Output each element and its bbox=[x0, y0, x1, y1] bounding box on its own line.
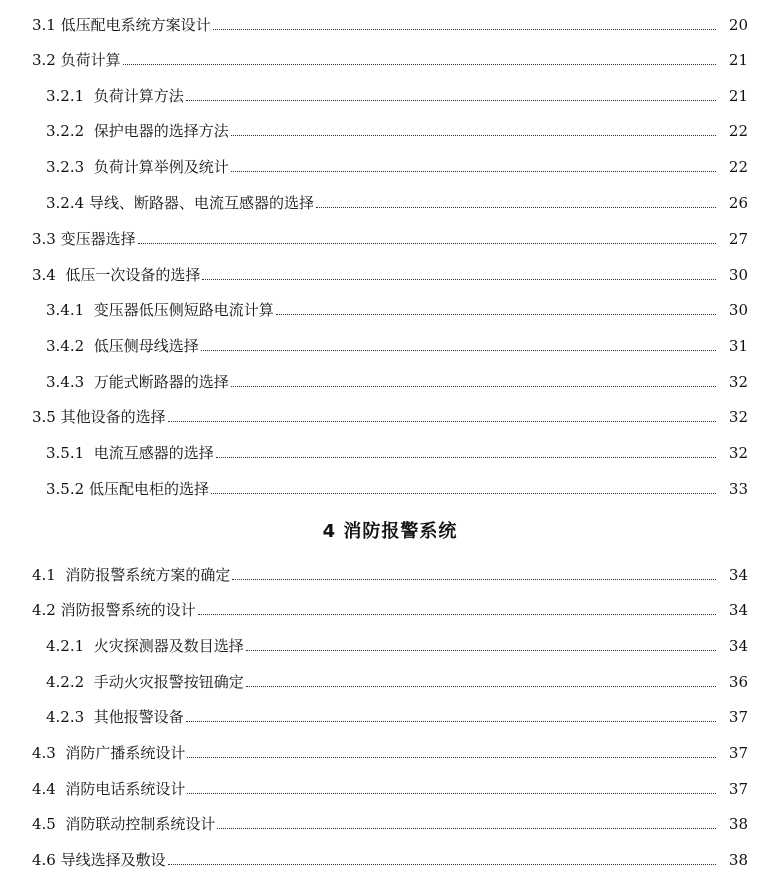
dot-leader bbox=[187, 792, 716, 794]
dot-leader bbox=[168, 863, 716, 865]
toc-entry-title: 消防报警系统方案的确定 bbox=[65, 566, 231, 584]
toc-entry-number: 3.5.2 bbox=[46, 480, 89, 498]
toc-entry-4-2-3[interactable] bbox=[0, 698, 780, 726]
toc-entry-page: 37 bbox=[728, 780, 748, 798]
dot-leader bbox=[186, 720, 716, 722]
toc-entry-4-1[interactable] bbox=[0, 556, 780, 584]
toc-entry-title: 万能式断路器的选择 bbox=[93, 373, 229, 391]
dot-leader bbox=[246, 685, 716, 687]
dot-leader bbox=[231, 170, 716, 172]
toc-entry-3-4-2[interactable] bbox=[0, 327, 780, 355]
toc-entry-page: 22 bbox=[728, 158, 748, 176]
toc-entry-3-2-4[interactable] bbox=[0, 184, 780, 212]
dot-leader bbox=[231, 134, 716, 136]
toc-entry-3-4-3[interactable] bbox=[0, 363, 780, 391]
toc-entry-number: 4.2.1 bbox=[46, 637, 94, 655]
dot-leader bbox=[187, 756, 716, 758]
toc-entry-page: 21 bbox=[728, 87, 748, 105]
toc-entry-number: 3.2 bbox=[32, 51, 61, 69]
toc-entry-number: 3.4 bbox=[32, 266, 66, 284]
toc-entry-number: 3.2.3 bbox=[46, 158, 94, 176]
dot-leader bbox=[246, 649, 716, 651]
dot-leader bbox=[186, 99, 716, 101]
toc-entry-title: 变压器选择 bbox=[60, 230, 136, 248]
toc-entry-4-2-2[interactable] bbox=[0, 663, 780, 691]
toc-entry-page: 21 bbox=[728, 51, 748, 69]
toc-entry-title: 消防电话系统设计 bbox=[65, 780, 186, 798]
toc-entry-number: 3.5 bbox=[32, 408, 61, 426]
toc-entry-page: 32 bbox=[728, 408, 748, 426]
dot-leader bbox=[202, 278, 716, 280]
toc-entry-3-5[interactable] bbox=[0, 398, 780, 426]
toc-entry-page: 37 bbox=[728, 708, 748, 726]
toc-entry-title: 消防联动控制系统设计 bbox=[65, 815, 216, 833]
toc-entry-4-4[interactable] bbox=[0, 770, 780, 798]
toc-entry-page: 36 bbox=[728, 673, 748, 691]
toc-entry-page: 32 bbox=[728, 373, 748, 391]
toc-entry-4-2[interactable] bbox=[0, 591, 780, 619]
chapter-heading: 4 消防报警系统 bbox=[322, 521, 458, 542]
toc-entry-title: 低压配电柜的选择 bbox=[88, 480, 209, 498]
toc-entry-title: 其他报警设备 bbox=[93, 708, 184, 726]
dot-leader bbox=[201, 349, 716, 351]
toc-entry-page: 34 bbox=[728, 566, 748, 584]
toc-entry-number: 3.4.3 bbox=[46, 373, 94, 391]
toc-entry-title: 火灾探测器及数目选择 bbox=[93, 637, 244, 655]
toc-entry-title: 低压一次设备的选择 bbox=[65, 266, 201, 284]
dot-leader bbox=[168, 420, 716, 422]
toc-entry-page: 30 bbox=[728, 266, 748, 284]
dot-leader bbox=[232, 578, 716, 580]
toc-entry-title: 低压配电系统方案设计 bbox=[60, 16, 211, 34]
toc-entry-page: 38 bbox=[728, 851, 748, 869]
toc-entry-number: 4.2 bbox=[32, 601, 61, 619]
toc-entry-page: 31 bbox=[728, 337, 748, 355]
toc-entry-title: 消防报警系统的设计 bbox=[60, 601, 196, 619]
toc-entry-3-3[interactable] bbox=[0, 220, 780, 248]
toc-entry-3-1[interactable] bbox=[0, 6, 780, 34]
toc-entry-4-6[interactable] bbox=[0, 841, 780, 869]
dot-leader bbox=[211, 492, 716, 494]
toc-entry-3-4[interactable] bbox=[0, 256, 780, 284]
toc-entry-4-2-1[interactable] bbox=[0, 627, 780, 655]
toc-entry-4-3[interactable] bbox=[0, 734, 780, 762]
toc-entry-page: 30 bbox=[728, 301, 748, 319]
toc-entry-number: 3.2.1 bbox=[46, 87, 94, 105]
toc-entry-4-5[interactable] bbox=[0, 805, 780, 833]
dot-leader bbox=[231, 385, 716, 387]
toc-entry-number: 4.3 bbox=[32, 744, 66, 762]
dot-leader bbox=[316, 206, 716, 208]
toc-entry-title: 保护电器的选择方法 bbox=[93, 122, 229, 140]
dot-leader bbox=[138, 242, 716, 244]
toc-entry-page: 20 bbox=[728, 16, 748, 34]
toc-entry-number: 4.2.3 bbox=[46, 708, 94, 726]
toc-entry-number: 3.2.4 bbox=[46, 194, 89, 212]
toc-entry-3-4-1[interactable] bbox=[0, 291, 780, 319]
toc-entry-3-2-3[interactable] bbox=[0, 148, 780, 176]
dot-leader bbox=[276, 313, 716, 315]
toc-entry-page: 34 bbox=[728, 601, 748, 619]
toc-entry-3-5-2[interactable] bbox=[0, 470, 780, 498]
toc-entry-number: 3.4.1 bbox=[46, 301, 94, 319]
toc-entry-number: 4.5 bbox=[32, 815, 66, 833]
dot-leader bbox=[123, 63, 716, 65]
toc-entry-3-5-1[interactable] bbox=[0, 434, 780, 462]
toc-entry-title: 导线选择及敷设 bbox=[60, 851, 166, 869]
toc-entry-number: 3.4.2 bbox=[46, 337, 94, 355]
toc-entry-page: 26 bbox=[728, 194, 748, 212]
toc-entry-title: 消防广播系统设计 bbox=[65, 744, 186, 762]
toc-entry-3-2-1[interactable] bbox=[0, 77, 780, 105]
toc-entry-3-2-2[interactable] bbox=[0, 112, 780, 140]
dot-leader bbox=[213, 28, 716, 30]
toc-entry-title: 手动火灾报警按钮确定 bbox=[93, 673, 244, 691]
toc-entry-number: 3.2.2 bbox=[46, 122, 94, 140]
toc-entry-title: 负荷计算 bbox=[60, 51, 121, 69]
toc-entry-number: 4.6 bbox=[32, 851, 61, 869]
dot-leader bbox=[217, 827, 716, 829]
toc-entry-title: 电流互感器的选择 bbox=[93, 444, 214, 462]
toc-entry-number: 4.1 bbox=[32, 566, 66, 584]
dot-leader bbox=[198, 613, 716, 615]
toc-entry-page: 27 bbox=[728, 230, 748, 248]
toc-entry-title: 变压器低压侧短路电流计算 bbox=[93, 301, 274, 319]
toc-entry-title: 导线、断路器、电流互感器的选择 bbox=[88, 194, 314, 212]
toc-entry-number: 3.1 bbox=[32, 16, 61, 34]
toc-entry-page: 33 bbox=[728, 480, 748, 498]
toc-entry-page: 37 bbox=[728, 744, 748, 762]
dot-leader bbox=[216, 456, 716, 458]
toc-entry-page: 38 bbox=[728, 815, 748, 833]
toc-entry-number: 4.2.2 bbox=[46, 673, 94, 691]
toc-entry-page: 32 bbox=[728, 444, 748, 462]
toc-entry-title: 其他设备的选择 bbox=[60, 408, 166, 426]
toc-entry-page: 22 bbox=[728, 122, 748, 140]
toc-entry-title: 负荷计算方法 bbox=[93, 87, 184, 105]
toc-entry-number: 3.5.1 bbox=[46, 444, 94, 462]
toc-entry-3-2[interactable] bbox=[0, 41, 780, 69]
toc-entry-page: 34 bbox=[728, 637, 748, 655]
toc-entry-number: 4.4 bbox=[32, 780, 66, 798]
toc-entry-title: 负荷计算举例及统计 bbox=[93, 158, 229, 176]
toc-entry-title: 低压侧母线选择 bbox=[93, 337, 199, 355]
toc-entry-number: 3.3 bbox=[32, 230, 61, 248]
